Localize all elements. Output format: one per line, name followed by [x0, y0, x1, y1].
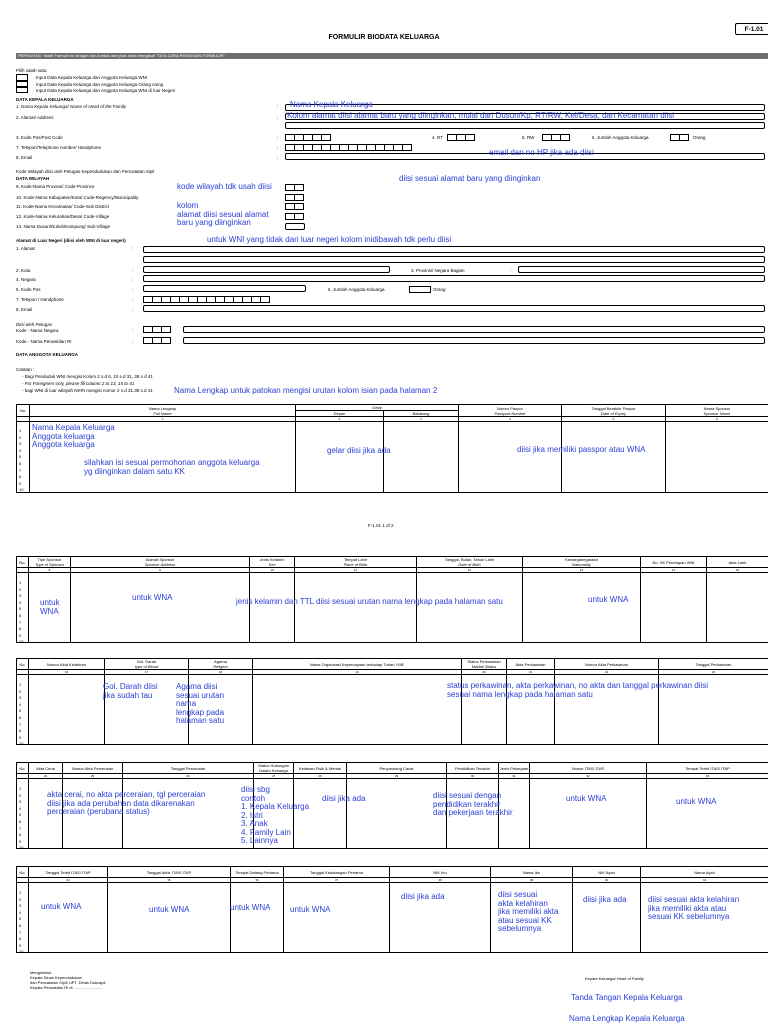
choice-option-2: Input Data Kepala Keluarga dan Anggota Keluarga Orang Asing: [36, 82, 164, 87]
t2-header-no: No.: [17, 557, 29, 568]
abroad-phone-label: 7. Telepon / Handphone: [16, 297, 64, 302]
t1-row-numbers: 1 2 3 4 5 6 7 8 9 10: [19, 428, 24, 493]
rep-code-label: Kode - Nama Perwakilan RI: [16, 339, 72, 344]
country-name-field[interactable]: [183, 326, 765, 333]
t4-header-occupation: Jenis Pekerjaan: [499, 763, 530, 774]
abroad-province-label: 3. Provinsi/ Negara Bagian: [411, 268, 465, 273]
country-code-label: Kode - Nama Negara: [16, 328, 59, 333]
t4-header-itas-place: Tempat Terbit ITAS/ ITAP: [647, 763, 768, 774]
head-name-label: 1. Nama Kepala Keluarga/ Name of Head of the Family: [16, 104, 127, 109]
abroad-postcode-field[interactable]: [143, 285, 306, 292]
note-rows: Nama Kepala Keluarga Anggota keluarga Anggota keluarga: [32, 423, 115, 449]
members-table-1: No. Nama Lengkap Full Name Gelar Nomor Paspor Passport Number Tanggal Berakhir Paspor Date of Expiry Nama Sponsor Sponsor Name Depan Belakang 1 2 3 4 5 6: [16, 404, 768, 493]
note-column: kolom alamat diisi sesuai alamat baru yang diinginkan: [177, 201, 269, 227]
abroad-country-field[interactable]: [143, 275, 765, 282]
page-label: F-1.01 1 of 2: [368, 523, 394, 528]
region-subvillage-label: 13. Nama Dusun/Dukuh/Kampung/ Sub-Village: [16, 224, 110, 229]
note-email: email dan no HP jika ada diisi: [489, 148, 594, 157]
note-t3-religion: Agama diisi sesuai urutan nama lengkap pada halaman satu: [176, 682, 225, 725]
head-phone-cells[interactable]: [285, 144, 411, 151]
t5-header-mother-name: Nama Ibu: [491, 867, 573, 878]
choice-label: Pilih salah satu:: [16, 68, 48, 73]
t4-row-numbers: 1 2 3 4 5 6 7 8 9 10: [19, 786, 24, 851]
head-rt-label: 4. RT: [432, 135, 443, 140]
t3-header-no: No.: [17, 659, 29, 670]
note-order: silahkan isi sesuai permohonan anggota keluarga yg diinginkan dalam satu KK: [84, 458, 260, 476]
abroad-address-field-1[interactable]: [143, 246, 765, 253]
members-notes-label: Catatan :: [16, 367, 35, 372]
abroad-country-label: 4. Negara: [16, 277, 36, 282]
members-table-5: No. Tanggal Terbit ITAS/ ITAP Tanggal Akhir ITAS/ ITAP Tempat Datang Pertama Tanggal Kedatangan Pertama NIK Ibu Nama Ibu NIK Ayah Nama Ayah 34 35 36 37 38 39 40 41: [16, 866, 768, 953]
t2-header-birth-cert: Akta Lahir: [707, 557, 768, 568]
note-t5-itas-issue: untuk WNA: [41, 902, 82, 911]
note-t4-education: diisi sesuai dengan pendidikan terakhir dan pekerjaan terakhir: [433, 791, 513, 817]
signature-right: Kepala Keluarga/ Head of Family: [585, 976, 644, 981]
region-subvillage-code[interactable]: [285, 223, 305, 230]
t2-header-nationality: Kewarganegaraan Nationality: [523, 557, 641, 568]
abroad-email-field[interactable]: [143, 305, 765, 312]
choice-checkbox-wni[interactable]: [16, 74, 28, 81]
note-t5-father-name: diisi sesuai akta kelahiran jika memiliki akta atau sesuai KK sebelumnya: [648, 895, 740, 921]
head-address-label: 2. Alamat/ Address: [16, 115, 54, 120]
region-district-label: 11. Kode-Nama Kecamatan/ Code-Sub District: [16, 204, 109, 209]
choice-option-1: Input Data Kepala Keluarga dan Anggota Keluarga WNI: [36, 75, 148, 80]
note-t4-itas-place: untuk WNA: [676, 797, 717, 806]
head-rw-cells[interactable]: [542, 134, 569, 141]
t4-header-divorce-cert: Akta Cerai: [29, 763, 63, 774]
head-rw-label: 5. RW: [522, 135, 535, 140]
t3-header-birth-cert-no: Nomor Akta Kelahiran: [29, 659, 105, 670]
t5-header-first-arrival-date: Tanggal Kedatangan Pertama: [284, 867, 390, 878]
t3-header-marriage-cert: Akta Perkawinan: [507, 659, 555, 670]
t4-header-divorce-no: Nomor Akta Perceraian: [63, 763, 123, 774]
head-postcode-label: 3. Kode Pos/Post Code: [16, 135, 63, 140]
note-abroad: untuk WNI yang tidak dari luar negeri kolom inidibawah tdk perlu diisi: [207, 235, 452, 244]
t3-header-religion: Agama Religion: [189, 659, 253, 670]
abroad-phone-cells[interactable]: [143, 296, 269, 303]
abroad-email-label: 8. Email: [16, 307, 33, 312]
head-members-cells[interactable]: [670, 134, 688, 141]
note-t2-nationality: untuk WNA: [588, 595, 629, 604]
members-section-title: DATA ANGGOTA KELUARGA: [16, 352, 78, 357]
t4-header-divorce-date: Tanggal Perceraian: [123, 763, 254, 774]
head-section-title: DATA KEPALA KELUARGA: [16, 97, 74, 102]
abroad-address-field-2[interactable]: [143, 256, 765, 263]
head-postcode-cells[interactable]: [285, 134, 330, 141]
head-address-field-2[interactable]: [285, 122, 765, 129]
members-table-2: No. Tipe Sponsor Type of Sponsor Alamat Sponsor Sponsor Address Jenis Kelamin Sex Tempat Lahir Place of Birth Tanggal, Bulan, Tahun Lahir Date of Birth Kewarganegaraan Nationality No. SK Penetapan WNI Akta Lahir 8 9 10 11 12 13 14 15: [16, 556, 768, 643]
note-t2-sponsor: untuk WNA: [40, 598, 60, 616]
note-t5-arrival-place: untuk WNA: [230, 903, 271, 912]
t4-header-education: Pendidikan Terakhir: [447, 763, 499, 774]
t5-header-itas-expiry: Tanggal Akhir ITAS/ ITAP: [108, 867, 231, 878]
note-passport: diisi jika memiliki passpor atau WNA: [517, 445, 646, 454]
note-t4-physical: diisi jika ada: [322, 794, 366, 803]
t5-header-first-arrival-place: Tempat Datang Pertama: [231, 867, 284, 878]
note-signature-name: Nama Lengkap Kepala Keluarga: [569, 1014, 685, 1023]
note-address: Kolom alamat diisi alamat baru yang diinginkan, mulai dari Dusun/Kp, RT/RW, Kel/Desa, dan Kecamatan diisi: [287, 111, 675, 120]
region-province-label: 9. Kode-Nama Provinsi/ Code-Province: [16, 184, 95, 189]
note-head-name: Nama Kepala Keluarga: [290, 100, 373, 109]
t1-header-name: Nama Lengkap Full Name: [30, 405, 296, 417]
t2-header-sponsor-address: Alamat Sponsor Sponsor Address: [71, 557, 250, 568]
note-t2-address: untuk WNA: [132, 593, 173, 602]
t4-header-relationship: Status Hubungan Dalam Keluarga: [254, 763, 294, 774]
note-t5-mother-name: diisi sesuai akta kelahiran jika memiliki akta atau sesuai KK sebelumnya: [498, 890, 559, 933]
region-village-code[interactable]: [285, 213, 303, 220]
t3-row-numbers: 1 2 3 4 5 6 7 8 9 10: [19, 682, 24, 747]
abroad-members-cells[interactable]: [409, 286, 430, 293]
t3-header-blood: Gol. Darah type of Blood: [105, 659, 189, 670]
t4-header-no: No.: [17, 763, 29, 774]
note-regional-address: diisi sesuai alamat baru yang diinginkan: [399, 174, 541, 183]
region-village-label: 12. Kode-Nama Kelurahan/Desa/ Code-Village: [16, 214, 110, 219]
note-t5-arrival-date: untuk WNA: [290, 905, 331, 914]
t1-header-passport: Nomor Paspor Passport Number: [459, 405, 562, 417]
officer-label: Diisi oleh Petugas: [16, 322, 53, 327]
note-t4-relationship: diisi sbg contoh 1. Kepala Keluarga 2. Istri 3. Anak 4. Family Lain 5. Lainnya: [241, 785, 310, 845]
abroad-section-title: Alamat di Luar Negeri (diisi oleh WNI di luar negeri): [16, 238, 126, 243]
t1-header-expiry: Tanggal Berakhir Paspor Date of Expiry: [562, 405, 666, 417]
choice-checkbox-abroad[interactable]: [16, 87, 28, 93]
note-t3-blood: Gol. Darah diisi jika sudah tau: [103, 682, 158, 700]
region-regency-label: 10. Kode-Nama Kabupaten/Kota/ Code-Regency/Municipality: [16, 195, 139, 200]
members-note-2: - For Foreigners only, please fill column 2 to 13, 15 to 41: [22, 381, 135, 386]
t2-row-numbers: 1 2 3 4 5 6 7 8 9 10: [19, 580, 24, 645]
note-signature: Tanda Tangan Kepala Keluarga: [571, 993, 683, 1002]
t2-header-sponsor-type: Tipe Sponsor Type of Sponsor: [29, 557, 71, 568]
abroad-city-label: 2. Kota: [16, 268, 31, 273]
note-t3-marital: status perkawinan, akta perkawinan, no akta dan tanggal perkawinan diisi sesuai nama lengkap pada halaman satu: [447, 681, 709, 699]
region-note: Kode Wilayah diisi oleh Petugas Kependudukan dan Pencatatan Sipil: [16, 169, 155, 174]
t4-header-physical: Kelainan Fisik & Mental: [294, 763, 347, 774]
abroad-members-label: 6. Jumlah Anggota Keluarga: [328, 287, 385, 292]
t1-header-title: Gelar: [296, 405, 459, 411]
t5-header-mother-nik: NIK Ibu: [390, 867, 491, 878]
t5-row-numbers: 1 2 3 4 5 6 7 8 9 10: [19, 890, 24, 955]
head-email-label: 8. Email: [16, 155, 33, 160]
note-t5-mother-nik: diisi jika ada: [401, 892, 445, 901]
region-province-code[interactable]: [285, 184, 303, 191]
head-members-label: 6. Jumlah Anggota Keluarga: [592, 135, 649, 140]
t2-header-sk: No. SK Penetapan WNI: [641, 557, 707, 568]
t5-header-itas-issue: Tanggal Terbit ITAS/ ITAP: [29, 867, 108, 878]
rep-name-field[interactable]: [183, 337, 765, 344]
t5-header-father-name: Nama Ayah: [641, 867, 768, 878]
abroad-postcode-label: 5. Kode Pos: [16, 287, 41, 292]
region-regency-code[interactable]: [285, 194, 303, 201]
t1-header-back: Belakang: [384, 411, 459, 417]
head-rt-cells[interactable]: [447, 134, 474, 141]
note-regional-code: kode wilayah tdk usah diisi: [177, 182, 272, 191]
note-t2-sex: jenis kelamin dan TTL diisi sesuai urutan nama lengkap pada halaman satu: [236, 597, 503, 606]
head-phone-label: 7. Telepon/Telephone number/ Handphone: [16, 145, 101, 150]
t2-header-birthdate: Tanggal, Bulan, Tahun Lahir Date of Birth: [417, 557, 523, 568]
t2-header-sex: Jenis Kelamin Sex: [250, 557, 295, 568]
note-title: gelar diisi jika ada: [327, 446, 391, 455]
warning-bar: PERHATIAN : Isilah Formulir ini dengan huruf cetak dan jelas serta mengikuti "TATA CARA PENGISIAN FORMULIR": [16, 53, 768, 59]
t3-header-marriage-no: Nomor Akta Perkawinan: [555, 659, 659, 670]
t3-header-belief-org: Nama Organisasi Kepercayaan terhadap Tuhan YME: [253, 659, 462, 670]
country-code-cells[interactable]: [143, 326, 170, 333]
note-fullname: Nama Lengkap untuk patokan mengisi urutan kolom isian pada halaman 2: [174, 386, 438, 395]
head-members-unit: Orang: [693, 135, 706, 140]
abroad-province-field[interactable]: [518, 266, 765, 273]
t4-header-itas-no: Nomor ITAS/ ITAP: [530, 763, 647, 774]
region-district-code[interactable]: [285, 203, 303, 210]
abroad-members-unit: Orang: [433, 287, 446, 292]
abroad-address-label: 1. Alamat: [16, 246, 35, 251]
region-section-title: DATA WILAYAH: [16, 176, 50, 181]
note-t4-itas: untuk WNA: [566, 794, 607, 803]
signature-left: Mengetahui, Kepala Dinas Kependudukan dan Pencatatan Sipil/ UPT. Dinas Dukcapil Kepala Perwakilan RI di ..........................: [30, 970, 106, 990]
note-t5-father-nik: diisi jika ada: [583, 895, 627, 904]
choice-option-3: Input Data Kepala Keluarga dan Anggota Keluarga WNI di luar Negeri: [36, 88, 176, 93]
rep-code-cells[interactable]: [143, 337, 170, 344]
t4-header-disability: Penyandang Cacat: [347, 763, 447, 774]
form-code: F-1.01: [735, 23, 768, 35]
note-t4-divorce: akta cerai, no akta perceraian, tgl perceraian diisi jika ada perubahan data dikarenakan perceraian (perubana status): [47, 790, 206, 816]
note-t5-itas-expiry: untuk WNA: [149, 905, 190, 914]
t3-header-marital: Status Perkawinan Marital Status: [462, 659, 507, 670]
t5-header-no: No.: [17, 867, 29, 878]
members-note-1: - Bagi Penduduk WNI mengisi Kolom 2 s.d 6, 10 s.d 31, 38 s.d 41: [22, 374, 153, 379]
t5-header-father-nik: NIK Ayah: [573, 867, 641, 878]
t2-header-birthplace: Tempat Lahir Place of Birth: [295, 557, 417, 568]
t1-header-no: No.: [17, 405, 30, 417]
t1-header-front: Depan: [296, 411, 384, 417]
members-table-3: No. Nomor Akta Kelahiran Gol. Darah type of Blood Agama Religion Nama Organisasi Kepercayaan terhadap Tuhan YME Status Perkawinan Marital Status Akta Perkawinan Nomor Akta Perkawinan Tanggal Perkawinan 16 17 18 19 20 21 22 23: [16, 658, 768, 745]
t1-header-sponsor: Nama Sponsor Sponsor Name: [666, 405, 768, 417]
members-table-4: No. Akta Cerai Nomor Akta Perceraian Tanggal Perceraian Status Hubungan Dalam Keluarga Kelainan Fisik & Mental Penyandang Cacat Pendidikan Terakhir Jenis Pekerjaan Nomor ITAS/ ITAP Tempat Terbit ITAS/ ITAP 24 25 26 27 28 29 30 31 32 33: [16, 762, 768, 849]
abroad-city-field[interactable]: [143, 266, 390, 273]
t3-header-marriage-date: Tanggal Perkawinan: [659, 659, 768, 670]
members-note-3: - bagi WNI di luar wilayah NKRI mengisi nomor 2 s.d 31,38 s.d 41: [22, 388, 153, 393]
form-title: FORMULIR BIODATA KELUARGA: [328, 34, 440, 41]
